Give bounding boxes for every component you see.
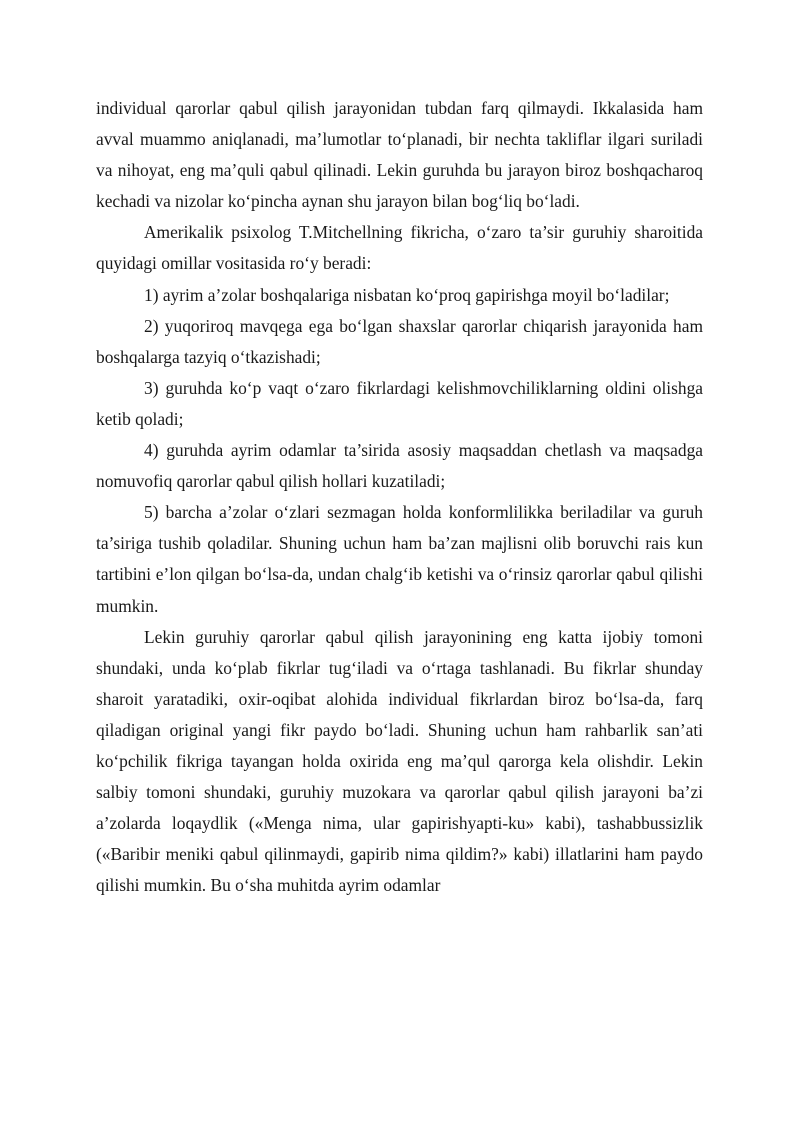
body-text (96, 93, 703, 901)
paragraph-continuation: individual qarorlar qabul qilish jarayonidan tubdan farq qilmaydi. Ikkalasida ham avval muammo aniqlanadi, ma’lumotlar to‘planadi, bir nechta takliflar ilgari suriladi va nihoyat, eng ma’quli qabul qilinadi. Lekin guruhda bu jarayon biroz boshqacharoq kechadi va nizolar ko‘pincha aynan shu jarayon bilan bog‘liq bo‘ladi. (96, 98, 703, 212)
paragraph-mitchell-intro: Amerikalik psixolog T.Mitchellning fikricha, o‘zaro ta’sir guruhiy sharoitida quyidagi omillar vositasida ro‘y beradi: (96, 222, 703, 274)
paragraph-group-decisions: Lekin guruhiy qarorlar qabul qilish jarayonining eng katta ijobiy tomoni shundaki, unda ko‘plab fikrlar tug‘iladi va o‘rtaga tashlanadi. Bu fikrlar shunday sharoit yaratadiki, oxir-oqibat alohida individual fikrlardan biroz bo‘lsa-da, farq qiladigan original yangi fikr paydo bo‘ladi. Shuning uchun ham rahbarlik san’ati ko‘pchilik fikriga tayangan holda oxirida eng ma’qul qarorga kela olishdir. Lekin salbiy tomoni shundaki, guruhiy muzokara va qarorlar qabul qilish jarayoni ba’zi a’zolarda loqaydlik («Menga nima, ular gapirishyapti-ku» kabi), tashabbussizlik («Baribir meniki qabul qilinmaydi, gapirib nima qildim?» kabi) illatlarini ham paydo qilishi mumkin. Bu o‘sha muhitda ayrim odamlar (96, 626, 703, 896)
list-item-1: 1) ayrim a’zolar boshqalariga nisbatan ko‘proq gapirishga moyil bo‘ladilar; (144, 284, 670, 305)
list-item-3: 3) guruhda ko‘p vaqt o‘zaro fikrlardagi kelishmovchiliklarning oldini olishga ketib qoladi; (96, 377, 703, 429)
list-item-5: 5) barcha a’zolar o‘zlari sezmagan holda konformlilikka beriladilar va guruh ta’siriga tushib qoladilar. Shuning uchun ham ba’zan majlisni olib boruvchi rais kun tartibini e’lon qilgan bo‘lsa-da, undan chalg‘ib ketishi va o‘rinsiz qarorlar qabul qilishi mumkin. (96, 502, 703, 616)
list-item-4: 4) guruhda ayrim odamlar ta’sirida asosiy maqsaddan chetlash va maqsadga nomuvofiq qarorlar qabul qilish hollari kuzatiladi; (96, 440, 703, 492)
list-item-2: 2) yuqoriroq mavqega ega bo‘lgan shaxslar qarorlar chiqarish jarayonida ham boshqalarga tazyiq o‘tkazishadi; (96, 315, 703, 367)
